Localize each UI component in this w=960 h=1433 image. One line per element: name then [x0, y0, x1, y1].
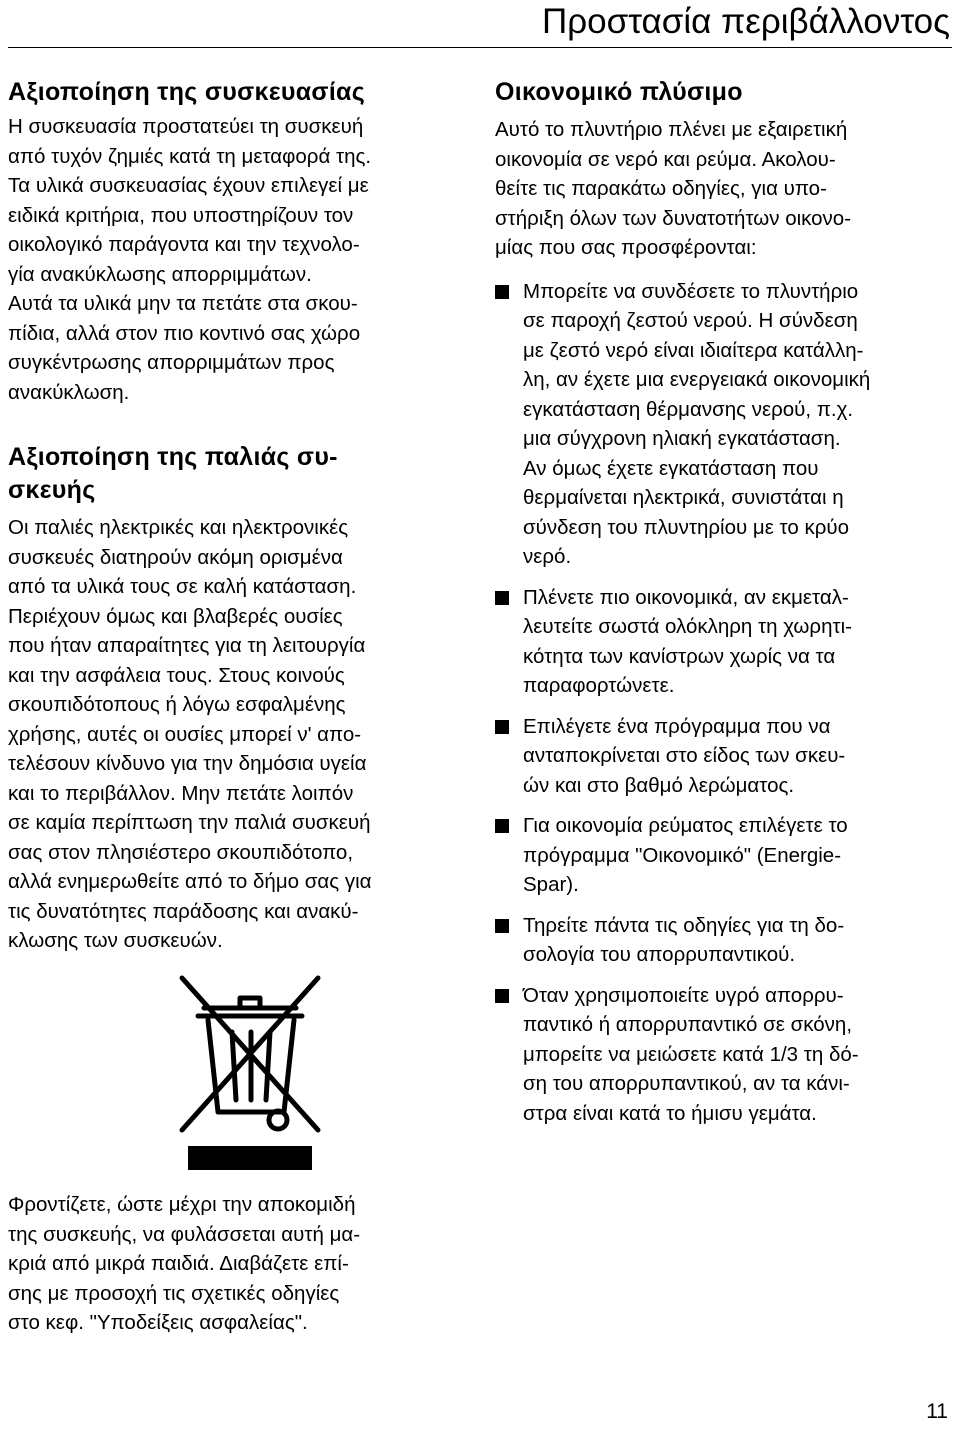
text-line: αλλά ενημερωθείτε από το δήμο σας για	[8, 870, 372, 893]
text-line: σολογία του απορρυπαντικού.	[523, 943, 796, 966]
text-line: οικολογικό παράγοντα και την τεχνολο-	[8, 233, 360, 256]
text-line: Για οικονομία ρεύματος επιλέγετε το	[523, 814, 848, 837]
text-line: και την ασφάλεια τους. Στους κοινούς	[8, 663, 345, 687]
text-line: οικονομία σε νερό και ρεύμα. Ακολου-	[495, 147, 836, 171]
bullet-item	[495, 277, 950, 572]
text-line: Τα υλικά συσκευασίας έχουν επιλεγεί με	[8, 174, 369, 197]
text-line: με ζεστό νερό είναι ιδιαίτερα κατάλλη-	[523, 338, 864, 362]
page-header-title: Προστασία περιβάλλοντος	[541, 2, 950, 41]
text-line: ειδικά κριτήρια, που υποστηρίζουν τον	[8, 203, 354, 227]
left-column	[8, 76, 470, 956]
square-bullet-icon	[495, 819, 509, 833]
header-divider	[8, 47, 952, 48]
old-appliance-paragraph	[8, 513, 470, 956]
text-line: στήριξη όλων των δυνατοτήτων οικονο-	[495, 206, 852, 230]
text-line: της συσκευής, να φυλάσσεται αυτή μα-	[8, 1222, 361, 1246]
text-line: τις δυνατότητες παράδοσης και ανακύ-	[8, 899, 359, 923]
text-line: σης με προσοχή τις σχετικές οδηγίες	[8, 1281, 340, 1305]
text-line: από τυχόν ζημιές κατά τη μεταφορά της.	[8, 144, 372, 168]
text-line: μίας που σας προσφέρονται:	[495, 236, 757, 259]
bullet-item	[495, 981, 950, 1129]
text-line: Οι παλιές ηλεκτρικές και ηλεκτρονικές	[8, 516, 349, 539]
text-line: Αν όμως έχετε εγκατάσταση που	[523, 456, 819, 480]
text-line: γία ανακύκλωσης απορριμμάτων.	[8, 262, 312, 286]
heading-line: σκευής	[8, 476, 96, 504]
heading-line: Αξιοποίηση της παλιάς συ-	[8, 443, 338, 471]
text-line: ών και στο βαθμό λερώματος.	[523, 773, 795, 797]
text-line: μπορείτε να μειώσετε κατά 1/3 τη δό-	[523, 1042, 859, 1066]
heading-packaging-recycling: Αξιοποίηση της συσκευασίας	[8, 78, 366, 106]
square-bullet-icon	[495, 591, 509, 605]
bullet-item	[495, 911, 950, 970]
heading-old-appliance-recycling	[8, 441, 470, 507]
text-line: πρόγραμμα "Οικονομικό" (Energie-	[523, 843, 842, 867]
crossed-out-wheelie-bin-icon	[158, 962, 342, 1172]
economy-tips-list	[495, 277, 950, 1129]
text-line: λευτείτε σωστά ολόκληρη τη χωρητι-	[523, 615, 852, 638]
text-line: στρα είναι κατά το ήμισυ γεμάτα.	[523, 1101, 817, 1125]
text-line: μια σύγχρονη ηλιακή εγκατάσταση.	[523, 427, 841, 450]
text-line: λη, αν έχετε μια ενεργειακά οικονομική	[523, 368, 871, 391]
text-line: Επιλέγετε ένα πρόγραμμα που να	[523, 714, 831, 738]
text-line: νερό.	[523, 545, 572, 568]
text-line: ανταποκρίνεται στο είδος των σκευ-	[523, 744, 846, 767]
text-line: Spar).	[523, 873, 579, 896]
square-bullet-icon	[495, 989, 509, 1003]
text-line: τελέσουν κίνδυνο για την δημόσια υγεία	[8, 752, 367, 775]
bullet-item	[495, 811, 950, 900]
text-line: θείτε τις παρακάτω οδηγίες, για υπο-	[495, 177, 827, 200]
text-line: χρήσης, αυτές οι ουσίες μπορεί ν' απο-	[8, 722, 362, 746]
text-line: παντικό ή απορρυπαντικό σε σκόνη,	[523, 1013, 853, 1036]
text-line: συγκέντρωσης απορριμμάτων προς	[8, 351, 335, 374]
text-line: σύνδεση του πλυντηρίου με το κρύο	[523, 515, 849, 539]
text-line: Τηρείτε πάντα τις οδηγίες για τη δο-	[523, 913, 845, 937]
text-line: και το περιβάλλον. Μην πετάτε λοιπόν	[8, 781, 354, 805]
bullet-item	[495, 583, 950, 701]
packaging-paragraph	[8, 112, 470, 407]
text-line: σε καμία περίπτωση την παλιά συσκευή	[8, 811, 371, 834]
text-line: Αυτά τα υλικά μην τα πετάτε στα σκου-	[8, 292, 358, 315]
text-line: σκουπιδότοπους ή λόγω εσφαλμένης	[8, 693, 346, 716]
text-line: στο κεφ. "Υποδείξεις ασφαλείας".	[8, 1311, 308, 1334]
economy-intro-paragraph	[495, 115, 950, 263]
text-line: κότητα των κανίστρων χωρίς να τα	[523, 644, 836, 668]
text-line: συσκευές διατηρούν ακόμη ορισμένα	[8, 545, 343, 569]
text-line: Πλένετε πιο οικονομικά, αν εκμεταλ-	[523, 585, 849, 609]
child-safety-note	[8, 1190, 478, 1338]
text-line: σε παροχή ζεστού νερού. Η σύνδεση	[523, 309, 858, 332]
text-line: παραφορτώνετε.	[523, 674, 675, 697]
heading-economical-washing: Οικονομικό πλύσιμο	[495, 78, 743, 106]
text-line: εγκατάσταση θέρμανσης νερού, π.χ.	[523, 397, 854, 421]
text-line: Περιέχουν όμως και βλαβερές ουσίες	[8, 604, 343, 628]
text-line: Φροντίζετε, ώστε μέχρι την αποκομιδή	[8, 1193, 356, 1216]
text-line: από τα υλικά τους σε καλή κατάσταση.	[8, 575, 357, 598]
text-line: πίδια, αλλά στον πιο κοντινό σας χώρο	[8, 321, 361, 345]
text-line: Αυτό το πλυντήριο πλένει με εξαιρετική	[495, 118, 848, 141]
bullet-item	[495, 712, 950, 801]
right-column	[495, 76, 950, 1139]
text-line: κλωσης των συσκευών.	[8, 929, 223, 952]
text-line: Μπορείτε να συνδέσετε το πλυντήριο	[523, 279, 859, 303]
text-line: κριά από μικρά παιδιά. Διαβάζετε επί-	[8, 1252, 349, 1275]
square-bullet-icon	[495, 919, 509, 933]
square-bullet-icon	[495, 720, 509, 734]
square-bullet-icon	[495, 285, 509, 299]
text-line: Όταν χρησιμοποιείτε υγρό απορρυ-	[523, 983, 844, 1007]
text-line: ση του απορρυπαντικού, αν τα κάνι-	[523, 1072, 850, 1095]
text-line: που ήταν απαραίτητες για τη λειτουργία	[8, 634, 366, 657]
text-line: ανακύκλωση.	[8, 380, 130, 404]
text-line: θερμαίνεται ηλεκτρικά, συνιστάται η	[523, 486, 844, 509]
text-line: Η συσκευασία προστατεύει τη συσκευή	[8, 115, 364, 138]
page-number: 11	[926, 1400, 948, 1423]
text-line: σας στον πλησιέστερο σκουπιδότοπο,	[8, 840, 354, 864]
